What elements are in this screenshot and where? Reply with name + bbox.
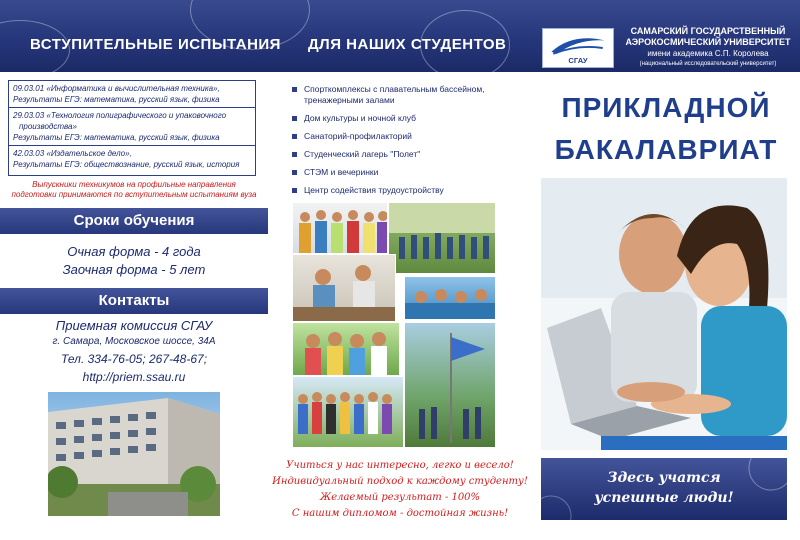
list-item <box>292 185 512 196</box>
list-item <box>292 167 512 178</box>
slogan-line: Желаемый результат - 100% <box>319 492 481 503</box>
feature-text: Спорткомплексы с плавательным бассейном, тренажерными залами <box>304 84 485 105</box>
exam-results: Результаты ЕГЭ: математика, русский язык, физика <box>13 95 220 104</box>
group-outdoor-photo <box>292 376 404 448</box>
exam-list <box>8 80 256 176</box>
feature-text: Дом культуры и ночной клуб <box>304 113 417 123</box>
exam-item <box>9 108 255 146</box>
outdoor-fun-photo <box>292 322 400 376</box>
feature-text: СТЭМ и вечеринки <box>304 167 379 177</box>
slogan-line: Индивидуальный подход к каждому студенту! <box>272 476 528 487</box>
classroom-photo <box>292 254 396 322</box>
exam-results: Результаты ЕГЭ: математика, русский язык, физика <box>13 133 220 142</box>
logo-text: СГАУ <box>568 56 588 66</box>
university-line3: имени академика С.П. Королева <box>647 49 769 58</box>
fulltime-term: Очная форма - 4 года <box>67 244 201 259</box>
list-item <box>292 149 512 160</box>
university-name <box>620 26 796 69</box>
bullet-icon <box>292 188 297 193</box>
university-line1: САМАРСКИЙ ГОСУДАРСТВЕННЫЙ <box>630 26 786 36</box>
flag-photo <box>404 322 496 448</box>
graduates-note <box>8 180 260 200</box>
list-item <box>292 84 512 106</box>
title-line2: БАКАЛАВРИАТ <box>554 134 778 165</box>
contacts-heading: Контакты <box>0 288 268 314</box>
bullet-icon <box>292 152 297 157</box>
bullet-icon <box>292 134 297 139</box>
park-group-photo <box>388 202 496 274</box>
university-line4: (национальный исследовательский университет) <box>639 61 777 67</box>
website-link[interactable]: http://priem.ssau.ru <box>82 370 186 384</box>
university-building-photo <box>48 392 220 516</box>
exam-program: 42.03.03 «Издательское дело», <box>13 149 132 158</box>
phone-numbers: Тел. 334-76-05; 267-48-67; <box>60 352 208 366</box>
study-terms-heading: Сроки обучения <box>0 208 268 234</box>
success-banner <box>541 458 787 520</box>
list-item <box>292 131 512 142</box>
university-line2: АЭРОКОСМИЧЕСКИЙ УНИВЕРСИТЕТ <box>625 37 791 47</box>
bullet-icon <box>292 116 297 121</box>
exam-program: 29.03.03 «Технология полиграфического и упаковочного <box>13 111 227 120</box>
exam-item <box>9 81 255 108</box>
exam-item <box>9 146 255 172</box>
parttime-term: Заочная форма - 5 лет <box>62 262 206 277</box>
title-line1: ПРИКЛАДНОЙ <box>561 92 771 123</box>
list-item <box>292 113 512 124</box>
graduates-note-line1: Выпускники техникумов на профильные направления <box>32 180 236 189</box>
feature-list <box>292 84 512 203</box>
feature-text: Студенческий лагерь "Полет" <box>304 149 421 159</box>
feature-text: Центр содействия трудоустройству <box>304 185 444 195</box>
university-logo <box>542 28 614 68</box>
exam-results: Результаты ЕГЭ: обществознание, русский язык, история <box>13 160 240 169</box>
bullet-icon <box>292 87 297 92</box>
students-group-photo <box>292 202 388 254</box>
slogan-line: С нашим дипломом - достойная жизнь! <box>291 508 509 519</box>
graduates-note-line2: подготовки принимаются по вступительным испытаниям вуза <box>11 190 257 199</box>
entrance-exams-title: ВСТУПИТЕЛЬНЫЕ ИСПЫТАНИЯ <box>30 36 281 53</box>
feature-text: Санаторий-профилакторий <box>304 131 412 141</box>
exam-program-cont: производства» <box>19 122 77 131</box>
students-laptop-photo <box>541 178 787 450</box>
admissions-office: Приемная комиссия СГАУ <box>55 318 213 333</box>
address: г. Самара, Московское шоссе, 34А <box>52 336 216 347</box>
for-students-title: ДЛЯ НАШИХ СТУДЕНТОВ <box>308 36 507 53</box>
success-line2: успешные люди! <box>594 490 734 506</box>
slogan-line: Учиться у нас интересно, легко и весело! <box>286 460 514 471</box>
exam-program: 09.03.01 «Информатика и вычислительная техника», <box>13 84 220 93</box>
pool-photo <box>404 276 496 320</box>
bullet-icon <box>292 170 297 175</box>
success-line1: Здесь учатся <box>607 470 721 486</box>
